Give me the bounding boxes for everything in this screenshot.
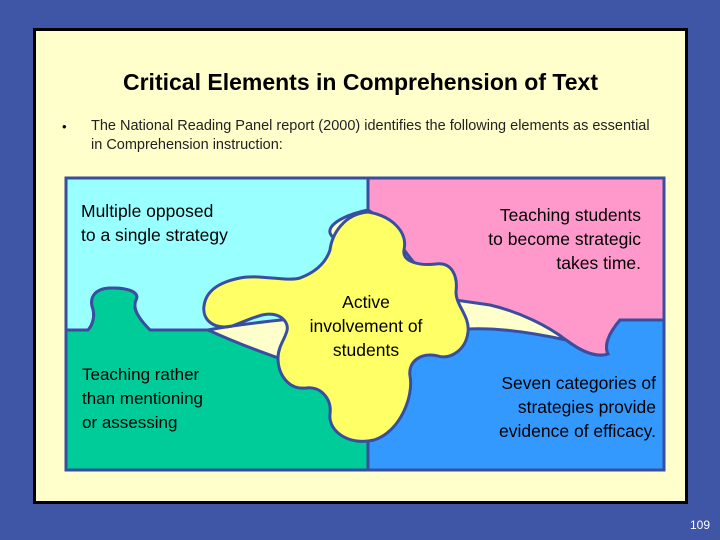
puzzle-text-bottom-left [82, 363, 203, 435]
puzzle-text-center [296, 290, 436, 362]
puzzle-text-line: evidence of efficacy. [499, 421, 656, 441]
puzzle-text-bottom-right [499, 371, 656, 443]
bullet-text: The National Reading Panel report (2000) identifies the following elements as essential in Comprehension instruction: [91, 118, 650, 153]
puzzle-text-line: Teaching students [499, 205, 641, 225]
puzzle-text-line: students [332, 340, 400, 360]
puzzle-text-line: Multiple opposed [81, 201, 214, 221]
puzzle-text-line: than mentioning [82, 389, 203, 408]
puzzle-text-line: to become strategic [488, 229, 641, 249]
puzzle-text-line: takes time. [556, 253, 641, 273]
puzzle-text-line: Teaching rather [82, 365, 200, 384]
puzzle-text-top-left [81, 199, 228, 247]
puzzle-text-line: strategies provide [517, 397, 656, 417]
bullet-marker: • [62, 119, 67, 134]
puzzle-text-line: to a single strategy [81, 225, 228, 245]
slide-title: Critical Elements in Comprehension of Text [123, 69, 598, 95]
puzzle-text-line: Seven categories of [501, 373, 656, 393]
puzzle-text-line: involvement of [309, 316, 423, 336]
puzzle-text-line: or assessing [82, 413, 178, 432]
page-number: 109 [689, 518, 710, 532]
puzzle-text-top-right [488, 203, 641, 275]
puzzle-text-line: Active [342, 292, 390, 312]
